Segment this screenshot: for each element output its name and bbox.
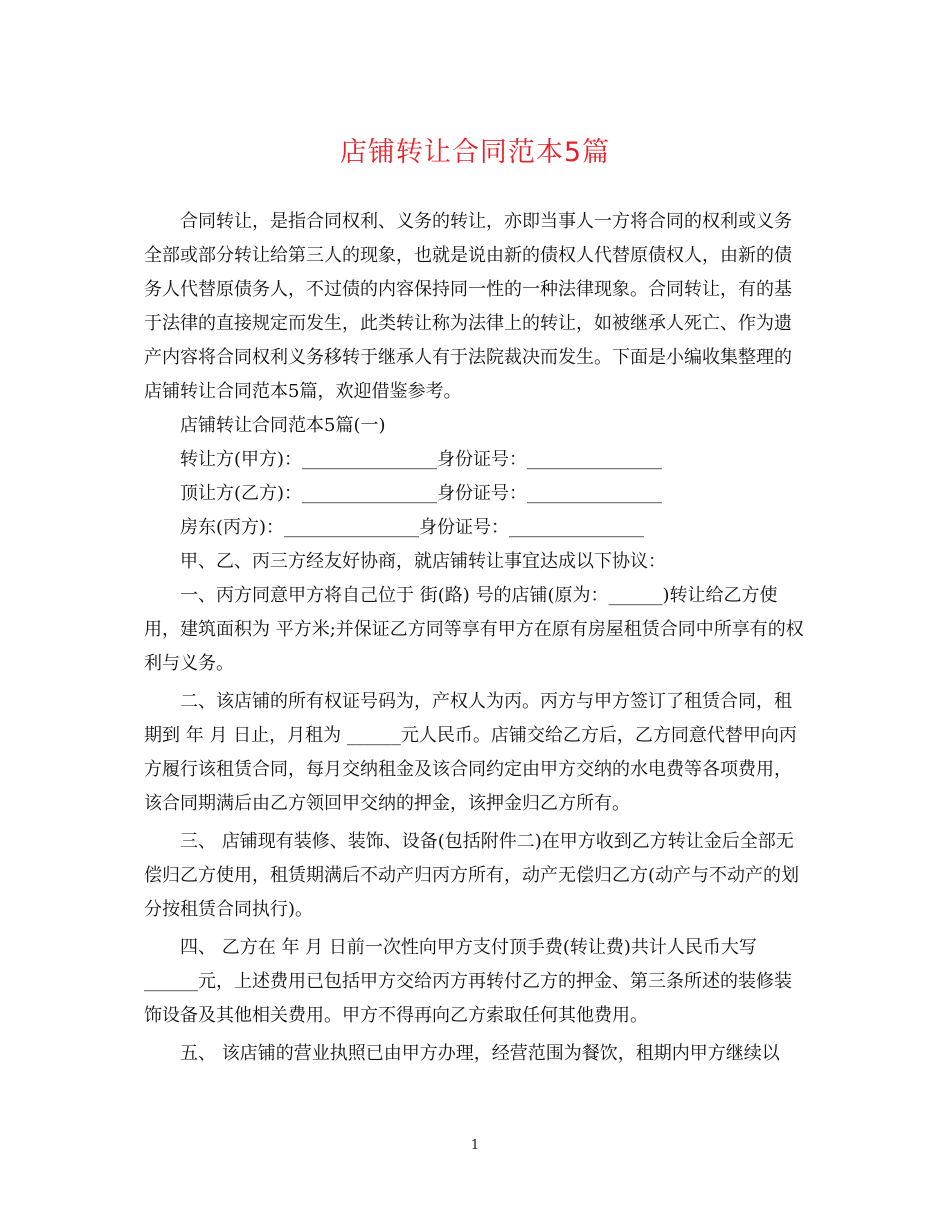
- clause-5: 五、 该店铺的营业执照已由甲方办理，经营范围为餐饮，租期内甲方继续以: [180, 1043, 780, 1064]
- agreement-lead: 甲、乙、丙三方经友好协商，就店铺转让事宜达成以下协议：: [180, 551, 666, 572]
- clause-2: 二、该店铺的所有权证号码为，产权人为丙。丙方与甲方签订了租赁合同，租期到 年 月 日止，月租为 ______元人民币。店铺交给乙方后，乙方同意代替甲向丙方履行该租赁合同，每月交纳租金及该合同约定由甲方交纳的水电费等各项费用，该合同期满后由乙方领回甲交纳的押金，该押金归乙方所有。: [144, 691, 797, 814]
- document-body: [144, 205, 806, 1071]
- clause-1: 一、丙方同意甲方将自己位于 街(路) 号的店铺(原为：______)转让给乙方使用，建筑面积为 平方米;并保证乙方同等享有甲方在原有房屋租赁合同中所享有的权利与义务。: [144, 585, 804, 674]
- intro-paragraph: 合同转让，是指合同权利、义务的转让，亦即当事人一方将合同的权利或义务全部或部分转让给第三人的现象，也就是说由新的债权人代替原债权人，由新的债务人代替原债务人，不过债的内容保持同一性的一种法律现象。合同转让，有的基于法律的直接规定而发生，此类转让称为法律上的转让，如被继承人死亡、作为遗产内容将合同权利义务移转于继承人有于法院裁决而发生。下面是小编收集整理的店铺转让合同范本5篇，欢迎借鉴参考。: [144, 211, 792, 402]
- document-title: 店铺转让合同范本5篇: [339, 137, 611, 168]
- clause-4: 四、 乙方在 年 月 日前一次性向甲方支付顶手费(转让费)共计人民币大写______元，上述费用已包括甲方交给丙方再转付乙方的押金、第三条所述的装修装饰设备及其他相关费用。甲方不得再向乙方索取任何其他费用。: [144, 937, 792, 1026]
- party-line-transferor: 转让方(甲方)：_______________身份证号：_______________: [180, 449, 663, 470]
- clause-3: 三、 店铺现有装修、装饰、设备(包括附件二)在甲方收到乙方转让金后全部无偿归乙方使用，租赁期满后不动产归丙方所有，动产无偿归乙方(动产与不动产的划分按租赁合同执行)。: [144, 831, 800, 920]
- page-number: 1: [470, 1138, 480, 1153]
- section-heading: 店铺转让合同范本5篇(一): [180, 415, 386, 436]
- party-line-landlord: 房东(丙方)：_______________身份证号：_______________: [180, 517, 645, 538]
- party-line-transferee: 顶让方(乙方)：_______________身份证号：_______________: [180, 483, 663, 504]
